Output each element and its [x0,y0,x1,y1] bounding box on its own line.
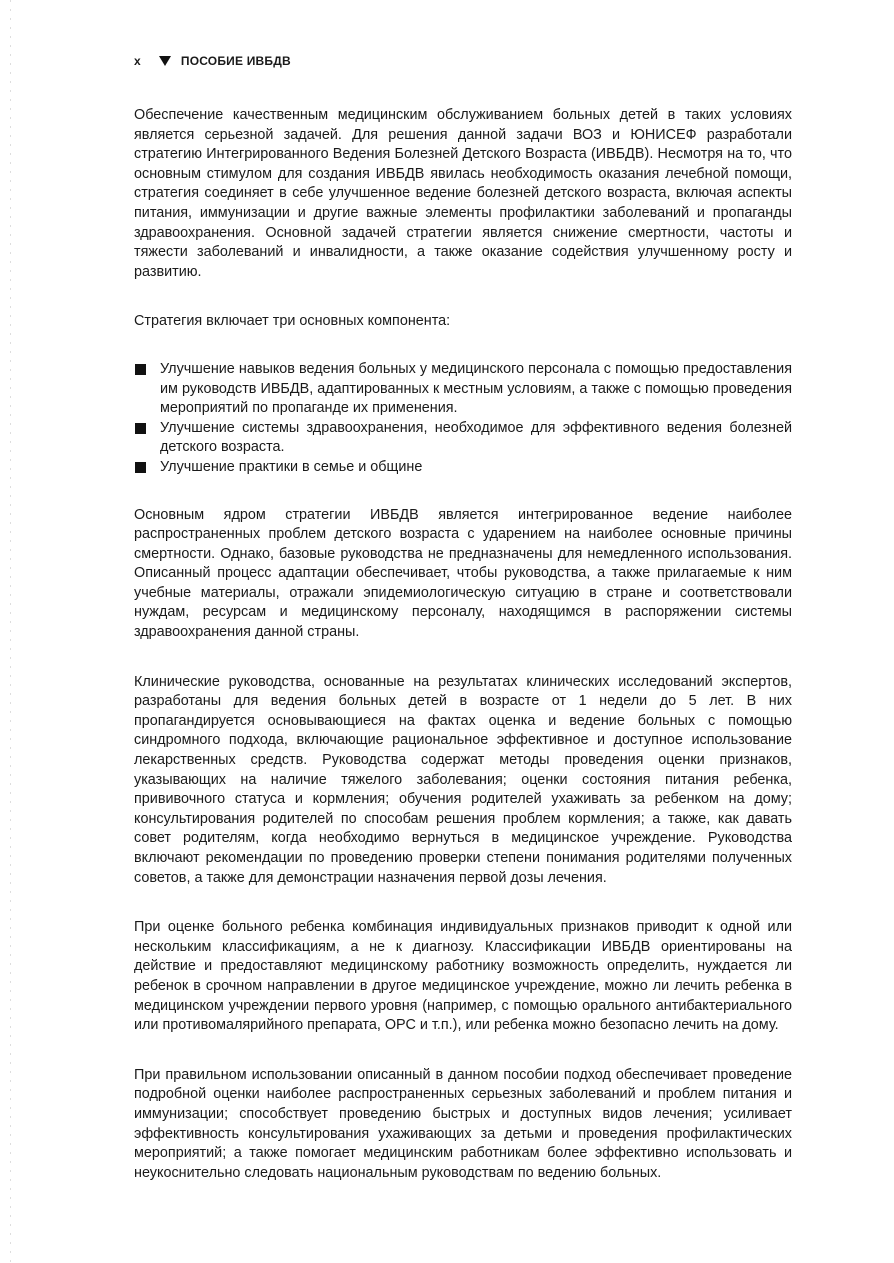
running-header [134,54,291,68]
paragraph-components-intro: Стратегия включает три основных компонента: [134,313,451,330]
paragraph-clinical-guidelines: Клинические руководства, основанные на результатах клинических исследований экспертов, разработаны для ведения больных детей в возрасте от 1 недели до 5 лет. В них пропагандируется основывающиеся на фактах оценка и ведение больных с помощью синдромного подхода, включающие рациональное эффективное и доступное использование лекарственных средств. Руководства содержат методы проведения оценки признаков, указывающих на наличие тяжелого заболевания; оценки состояния питания ребенка, прививочного статуса и кормления; обучения родителей ухаживать за ребенком на дому; консультирования родителей по способам решения проблем кормления; а также, как давать совет родителям, когда необходимо вернуться в медицинское учреждение. Руководства включают рекомендации по проведению проверки степени понимания родителями полученных советов, а также для демонстрации назначения первой дозы лечения. [134,673,792,886]
square-bullet-icon [135,462,146,473]
square-bullet-icon [135,423,146,434]
page-number: x [134,54,141,68]
paragraph-core: Основным ядром стратегии ИВБДВ является интегрированное ведение наиболее распространенных проблем детского возраста с ударением на наиболее основные причины смертности. Однако, базовые руководства не предназначены для немедленного использования. Описанный процесс адаптации обеспечивает, чтобы руководства, а также прилагаемые к ним учебные материалы, отражали эпидемиологическую ситуацию в стране и соответствовали нуждам, ресурсам и медицинскому персоналу, находящимся в распоряжении системы здравоохранения данной страны. [134,506,792,641]
triangle-down-icon [159,56,171,66]
list-item-text: Улучшение практики в семье и общине [160,458,423,475]
components-list [134,360,792,478]
paragraph-intro: Обеспечение качественным медицинским обслуживанием больных детей в таких условиях является серьезной задачей. Для решения данной задачи ВОЗ и ЮНИСЕФ разработали стратегию Интегрированного Ведения Болезней Детского Возраста (ИВБДВ). Несмотря на то, что основным стимулом для создания ИВБДВ явилась необходимость оказания лечебной помощи, стратегия соединяет в себе улучшенное ведение болезней детского возраста, включая аспекты питания, иммунизации и другие важные элементы профилактики заболеваний и пропаганды здравоохранения. Основной задачей стратегии является снижение смертности, частоты и тяжести заболеваний и инвалидности, а также оказание содействия улучшенному росту и развитию. [134,107,792,280]
scan-edge-marks [10,0,11,1263]
list-item-text: Улучшение навыков ведения больных у медицинского персонала с помощью предоставления им руководств ИВБДВ, адаптированных к местным условиям, а также с помощью проведения мероприятий по пропаганде их применения. [160,360,792,417]
list-item [134,419,792,458]
list-item-text: Улучшение системы здравоохранения, необходимое для эффективного ведения болезней детского возраста. [160,419,792,456]
square-bullet-icon [135,364,146,375]
paragraph-approach: При правильном использовании описанный в данном пособии подход обеспечивает проведение подробной оценки наиболее распространенных серьезных заболеваний и проблем питания и иммунизации; способствует проведению быстрых и доступных видов лечения; усиливает эффективность консультирования ухаживающих за детьми и проведения профилактических мероприятий; а также помогает медицинским работникам более эффективно использовать и неукоснительно следовать национальным руководствам по ведению больных. [134,1066,792,1181]
list-item [134,458,792,478]
body-text [134,106,792,1213]
list-item [134,360,792,419]
header-title: ПОСОБИЕ ИВБДВ [180,54,291,68]
paragraph-classification: При оценке больного ребенка комбинация индивидуальных признаков приводит к одной или нескольким классификациям, а не к диагнозу. Классификации ИВБДВ ориентированы на действие и предоставляют медицинскому работнику возможность определить, нуждается ли ребенок в срочном направлении в другое медицинское учреждение, можно ли лечить ребенка в медицинском учреждении первого уровня (например, с помощью орального антибактериального или противомалярийного препарата, ОРС и т.п.), или ребенка можно безопасно лечить на дому. [134,919,792,1034]
